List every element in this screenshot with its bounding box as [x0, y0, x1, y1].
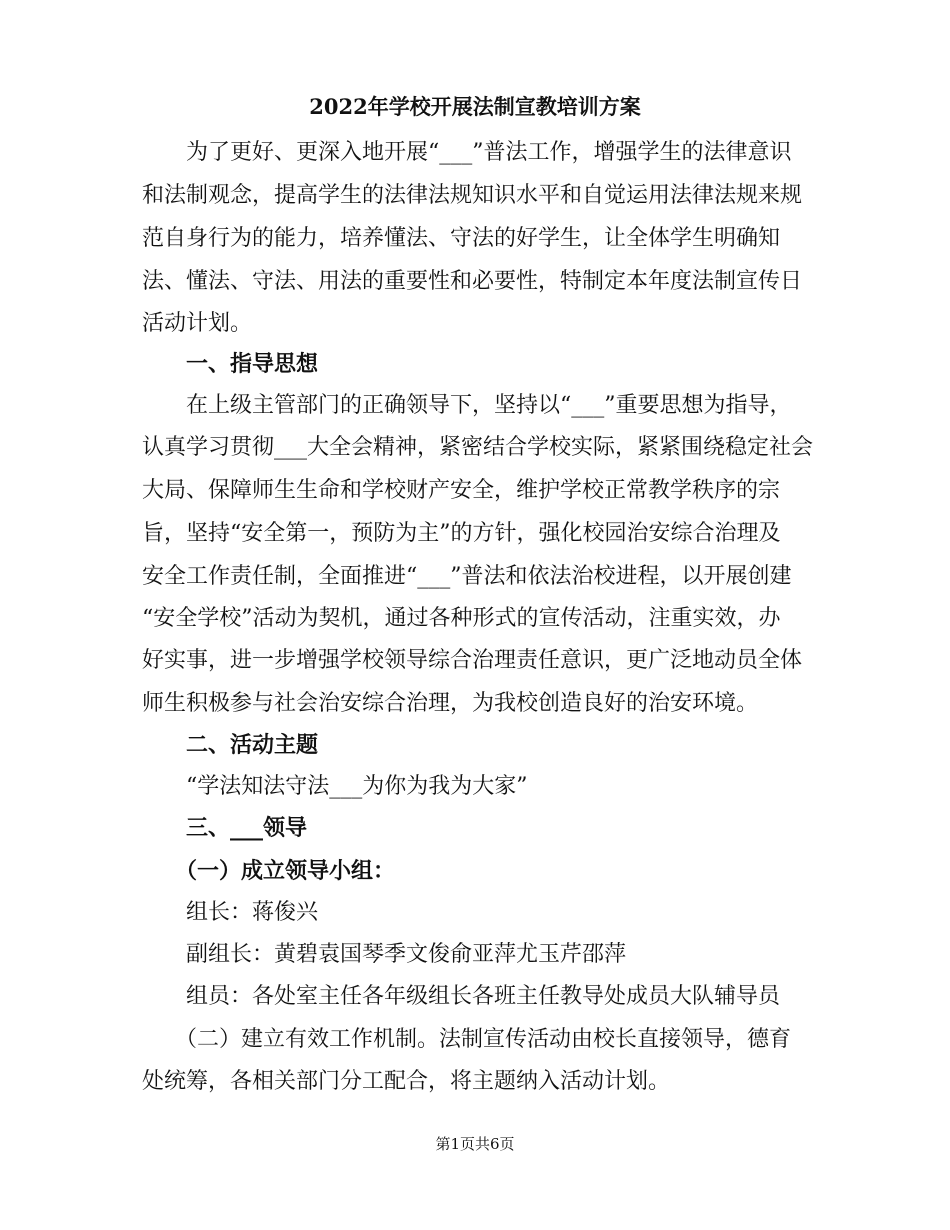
intro-line-3: 范自身行为的能力，培养懂法、守法的好学生，让全体学生明确知	[142, 226, 781, 251]
sub2-line-2: 处统筹，各相关部门分工配合，将主题纳入活动计划。	[142, 1069, 671, 1094]
group-leader-line: 组长：蒋俊兴	[142, 900, 319, 925]
section-heading-activity-theme: 二、活动主题	[142, 733, 319, 758]
sub2-line-1: （二）建立有效工作机制。法制宣传活动由校长直接领导，德育	[142, 1027, 792, 1052]
document-title: 2022年学校开展法制宣教培训方案	[309, 94, 641, 119]
section1-line-7: 好实事，进一步增强学校领导综合治理责任意识，更广泛地动员全体	[142, 648, 803, 673]
section1-line-3: 大局、保障师生生命和学校财产安全，维护学校正常教学秩序的宗	[142, 478, 781, 503]
section1-line-6: “安全学校”活动为契机，通过各种形式的宣传活动，注重实效，办	[142, 606, 781, 631]
section-heading-leadership: 三、___领导	[142, 816, 308, 841]
section-heading-guiding-thought: 一、指导思想	[142, 352, 319, 377]
section1-line-8: 师生积极参与社会治安综合治理，为我校创造良好的治安环境。	[142, 691, 759, 716]
intro-line-4: 法、懂法、守法、用法的重要性和必要性，特制定本年度法制宣传日	[142, 269, 803, 294]
section1-line-1: 在上级主管部门的正确领导下，坚持以“___”重要思想为指导，	[142, 393, 792, 418]
intro-line-5: 活动计划。	[142, 311, 253, 336]
section1-line-4: 旨，坚持“安全第一，预防为主”的方针，强化校园治安综合治理及	[142, 521, 781, 546]
intro-line-1: 为了更好、更深入地开展“___”普法工作，增强学生的法律意识	[142, 140, 792, 165]
page-indicator: 第1页共6页	[435, 1135, 515, 1153]
section1-line-2: 认真学习贯彻___大全会精神，紧密结合学校实际，紧紧围绕稳定社会	[142, 435, 814, 460]
deputy-leaders-line: 副组长：黄碧袁国琴季文俊俞亚萍尤玉芹邵萍	[142, 942, 627, 967]
section1-line-5: 安全工作责任制，全面推进“___”普法和依法治校进程，以开展创建	[142, 564, 792, 589]
activity-theme-text: “学法知法守法___为你为我为大家”	[142, 774, 528, 799]
members-line: 组员：各处室主任各年级组长各班主任教导处成员大队辅导员	[142, 984, 781, 1009]
subsection-heading-leading-group: （一）成立领导小组：	[142, 859, 396, 884]
intro-line-2: 和法制观念，提高学生的法律法规知识水平和自觉运用法律法规来规	[142, 183, 803, 208]
